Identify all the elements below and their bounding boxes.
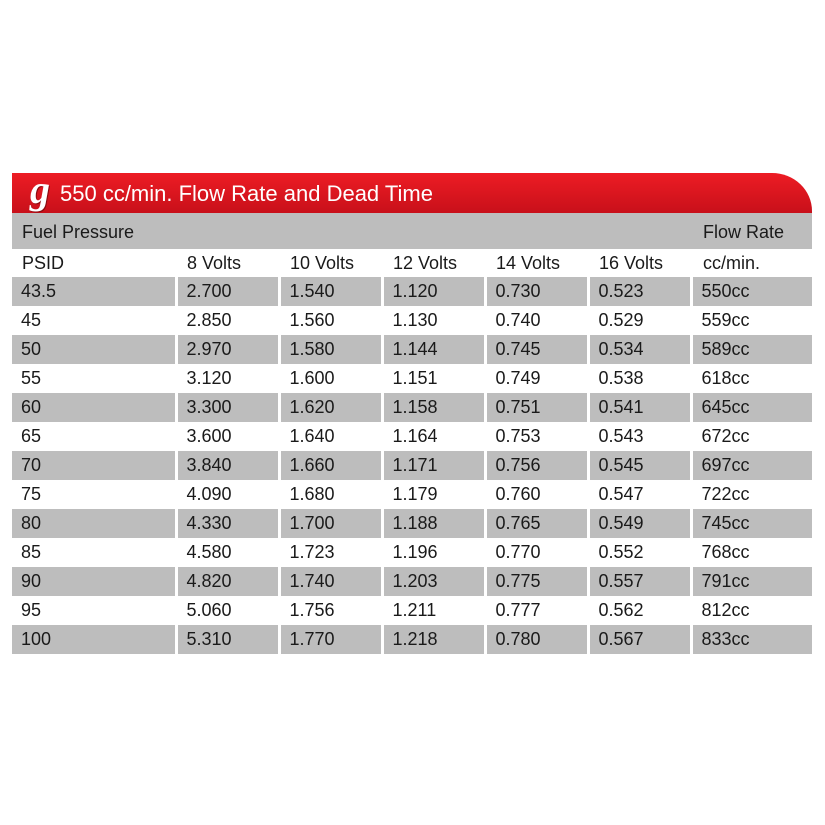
cell-10-volts: 1.723	[279, 538, 382, 567]
table-row	[12, 451, 812, 480]
table-title: 550 cc/min. Flow Rate and Dead Time	[60, 181, 433, 206]
cell-8-volts: 5.060	[176, 596, 279, 625]
cell-psid: 85	[12, 538, 176, 567]
cell-12-volts: 1.164	[382, 422, 485, 451]
col-header-psid: PSID	[22, 253, 65, 273]
col-header-16-volts: 16 Volts	[599, 253, 664, 273]
table-row	[12, 625, 812, 654]
cell-8-volts: 3.840	[176, 451, 279, 480]
cell-psid: 65	[12, 422, 176, 451]
table-row	[12, 277, 812, 306]
cell-cc-min: 722cc	[691, 480, 812, 509]
cell-cc-min: 697cc	[691, 451, 812, 480]
fuel-pressure-label: Fuel Pressure	[22, 222, 135, 242]
cell-14-volts: 0.780	[485, 625, 588, 654]
table-row	[12, 393, 812, 422]
cell-8-volts: 3.300	[176, 393, 279, 422]
cell-8-volts: 3.120	[176, 364, 279, 393]
cell-cc-min: 812cc	[691, 596, 812, 625]
cell-8-volts: 5.310	[176, 625, 279, 654]
table-row	[12, 422, 812, 451]
cell-psid: 60	[12, 393, 176, 422]
cell-16-volts: 0.541	[588, 393, 691, 422]
cell-10-volts: 1.600	[279, 364, 382, 393]
cell-cc-min: 550cc	[691, 277, 812, 306]
table-row	[12, 364, 812, 393]
cell-12-volts: 1.179	[382, 480, 485, 509]
cell-psid: 90	[12, 567, 176, 596]
cell-14-volts: 0.770	[485, 538, 588, 567]
cell-12-volts: 1.144	[382, 335, 485, 364]
table-row	[12, 567, 812, 596]
cell-14-volts: 0.777	[485, 596, 588, 625]
cell-14-volts: 0.775	[485, 567, 588, 596]
cell-16-volts: 0.547	[588, 480, 691, 509]
brand-logo-icon: g	[30, 167, 50, 212]
cell-cc-min: 745cc	[691, 509, 812, 538]
cell-14-volts: 0.745	[485, 335, 588, 364]
col-header-8-volts: 8 Volts	[187, 253, 242, 273]
cell-16-volts: 0.549	[588, 509, 691, 538]
cell-8-volts: 4.090	[176, 480, 279, 509]
cell-cc-min: 768cc	[691, 538, 812, 567]
cell-16-volts: 0.543	[588, 422, 691, 451]
cell-14-volts: 0.753	[485, 422, 588, 451]
cell-12-volts: 1.203	[382, 567, 485, 596]
cell-14-volts: 0.749	[485, 364, 588, 393]
cell-12-volts: 1.151	[382, 364, 485, 393]
cell-psid: 70	[12, 451, 176, 480]
table-row	[12, 538, 812, 567]
table-row	[12, 509, 812, 538]
flow-rate-card	[12, 167, 812, 654]
cell-10-volts: 1.700	[279, 509, 382, 538]
cell-10-volts: 1.770	[279, 625, 382, 654]
table-body	[12, 277, 812, 654]
cell-cc-min: 791cc	[691, 567, 812, 596]
header-row-group	[12, 213, 812, 249]
flow-rate-table	[12, 277, 812, 654]
col-header-cc-min: cc/min.	[703, 253, 761, 273]
cell-cc-min: 589cc	[691, 335, 812, 364]
cell-8-volts: 2.850	[176, 306, 279, 335]
cell-8-volts: 2.700	[176, 277, 279, 306]
column-header-row	[12, 249, 812, 277]
cell-10-volts: 1.756	[279, 596, 382, 625]
cell-10-volts: 1.660	[279, 451, 382, 480]
cell-psid: 100	[12, 625, 176, 654]
cell-8-volts: 4.580	[176, 538, 279, 567]
cell-12-volts: 1.196	[382, 538, 485, 567]
cell-cc-min: 672cc	[691, 422, 812, 451]
col-header-14-volts: 14 Volts	[496, 253, 561, 273]
cell-14-volts: 0.760	[485, 480, 588, 509]
table-row	[12, 480, 812, 509]
cell-psid: 43.5	[12, 277, 176, 306]
cell-16-volts: 0.552	[588, 538, 691, 567]
table-row	[12, 596, 812, 625]
cell-12-volts: 1.120	[382, 277, 485, 306]
cell-16-volts: 0.538	[588, 364, 691, 393]
cell-10-volts: 1.680	[279, 480, 382, 509]
cell-psid: 50	[12, 335, 176, 364]
title-bar	[12, 167, 812, 213]
cell-cc-min: 833cc	[691, 625, 812, 654]
cell-16-volts: 0.545	[588, 451, 691, 480]
cell-12-volts: 1.188	[382, 509, 485, 538]
cell-12-volts: 1.171	[382, 451, 485, 480]
flow-rate-label: Flow Rate	[703, 222, 785, 242]
cell-16-volts: 0.534	[588, 335, 691, 364]
cell-12-volts: 1.218	[382, 625, 485, 654]
cell-10-volts: 1.740	[279, 567, 382, 596]
cell-cc-min: 618cc	[691, 364, 812, 393]
cell-10-volts: 1.640	[279, 422, 382, 451]
cell-cc-min: 645cc	[691, 393, 812, 422]
cell-10-volts: 1.540	[279, 277, 382, 306]
cell-10-volts: 1.580	[279, 335, 382, 364]
cell-10-volts: 1.560	[279, 306, 382, 335]
cell-12-volts: 1.158	[382, 393, 485, 422]
cell-psid: 80	[12, 509, 176, 538]
cell-12-volts: 1.211	[382, 596, 485, 625]
table-row	[12, 335, 812, 364]
col-header-12-volts: 12 Volts	[393, 253, 458, 273]
table-row	[12, 306, 812, 335]
cell-14-volts: 0.740	[485, 306, 588, 335]
col-header-10-volts: 10 Volts	[290, 253, 355, 273]
cell-14-volts: 0.730	[485, 277, 588, 306]
cell-14-volts: 0.765	[485, 509, 588, 538]
cell-8-volts: 4.330	[176, 509, 279, 538]
cell-psid: 75	[12, 480, 176, 509]
cell-12-volts: 1.130	[382, 306, 485, 335]
cell-16-volts: 0.529	[588, 306, 691, 335]
cell-psid: 45	[12, 306, 176, 335]
cell-16-volts: 0.567	[588, 625, 691, 654]
cell-8-volts: 2.970	[176, 335, 279, 364]
cell-8-volts: 3.600	[176, 422, 279, 451]
cell-psid: 55	[12, 364, 176, 393]
cell-psid: 95	[12, 596, 176, 625]
cell-cc-min: 559cc	[691, 306, 812, 335]
cell-8-volts: 4.820	[176, 567, 279, 596]
cell-16-volts: 0.557	[588, 567, 691, 596]
cell-16-volts: 0.523	[588, 277, 691, 306]
cell-10-volts: 1.620	[279, 393, 382, 422]
cell-14-volts: 0.756	[485, 451, 588, 480]
cell-16-volts: 0.562	[588, 596, 691, 625]
cell-14-volts: 0.751	[485, 393, 588, 422]
